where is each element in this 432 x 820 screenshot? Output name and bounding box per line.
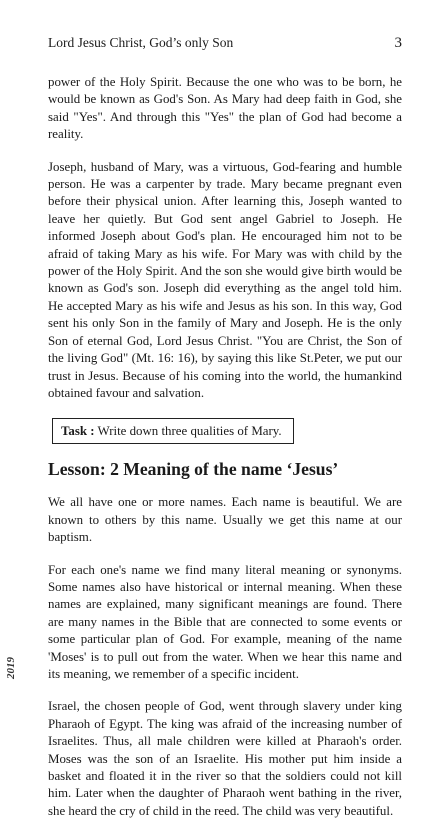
page-number: 3 [394,35,402,51]
paragraph-joseph: Joseph, husband of Mary, was a virtuous, God-fearing and humble person. He was a carpenter by trade. Mary became pregnant even before their physical union. After learning this, Joseph wanted to leave her quietly. But God sent angel Gabriel to Joseph. He informed Joseph about God's plan. He encouraged him not to be afraid of taking Mary as his wife. For Mary was with child by the power of the Holy Spirit. And the son she would give birth would be known as God's son. Joseph did everything as the angel told him. He accepted Mary as his wife and Jesus as his son. In this way, God sent his only Son in the family of Mary and Joseph. He is the only Son of eternal God, Lord Jesus Christ. "You are Christ, the Son of the living God" (Mt. 16: 16), by saying this like St.Peter, we put our trust in Jesus. Because of his coming into the world, the humankind obtained favour and salvation. [48,159,402,400]
page-body [48,74,402,820]
task-text: Write down three qualities of Mary. [94,424,282,439]
paragraph-israel-moses: Israel, the chosen people of God, went through slavery under king Pharaoh of Egypt. The king was afraid of the increasing number of Israelites. Thus, all male children were killed at Pharaoh's order. Moses was the son of an Israelite. His mother put him inside a basket and floated it in the river so that the soldiers could not kill him. Later when the daughter of Pharaoh went bathing in the river, she heard the cry of child in the reed. The child was very beautiful. [48,699,402,818]
paragraph-holy-spirit: power of the Holy Spirit. Because the one who was to be born, he would be known as God's Son. As Mary had deep faith in God, she said "Yes". And through this "Yes" the plan of God had become a reality. [48,75,402,142]
paragraph-names: We all have one or more names. Each name is beautiful. We are known to others by this name. Usually we get this name at our baptism. [48,495,402,545]
lesson-heading: Lesson: 2 Meaning of the name ‘Jesus’ [48,459,339,480]
year-label: 2019 [5,657,17,679]
running-header [48,35,402,55]
task-box [52,418,294,444]
paragraph-name-meanings: For each one's name we find many literal meaning or synonyms. Some names also have historical or internal meaning. When these names are explained, many significant meanings are found. There are many names in the Bible that are connected to some events or some particular plan of God. For example, meaning of the name 'Moses' is to pull out from the water. When we hear this name and its meaning, we remember of a specific incident. [48,562,402,681]
side-year-note [5,648,26,688]
header-title: Lord Jesus Christ, God’s only Son [48,35,234,50]
task-label: Task : [61,424,95,439]
